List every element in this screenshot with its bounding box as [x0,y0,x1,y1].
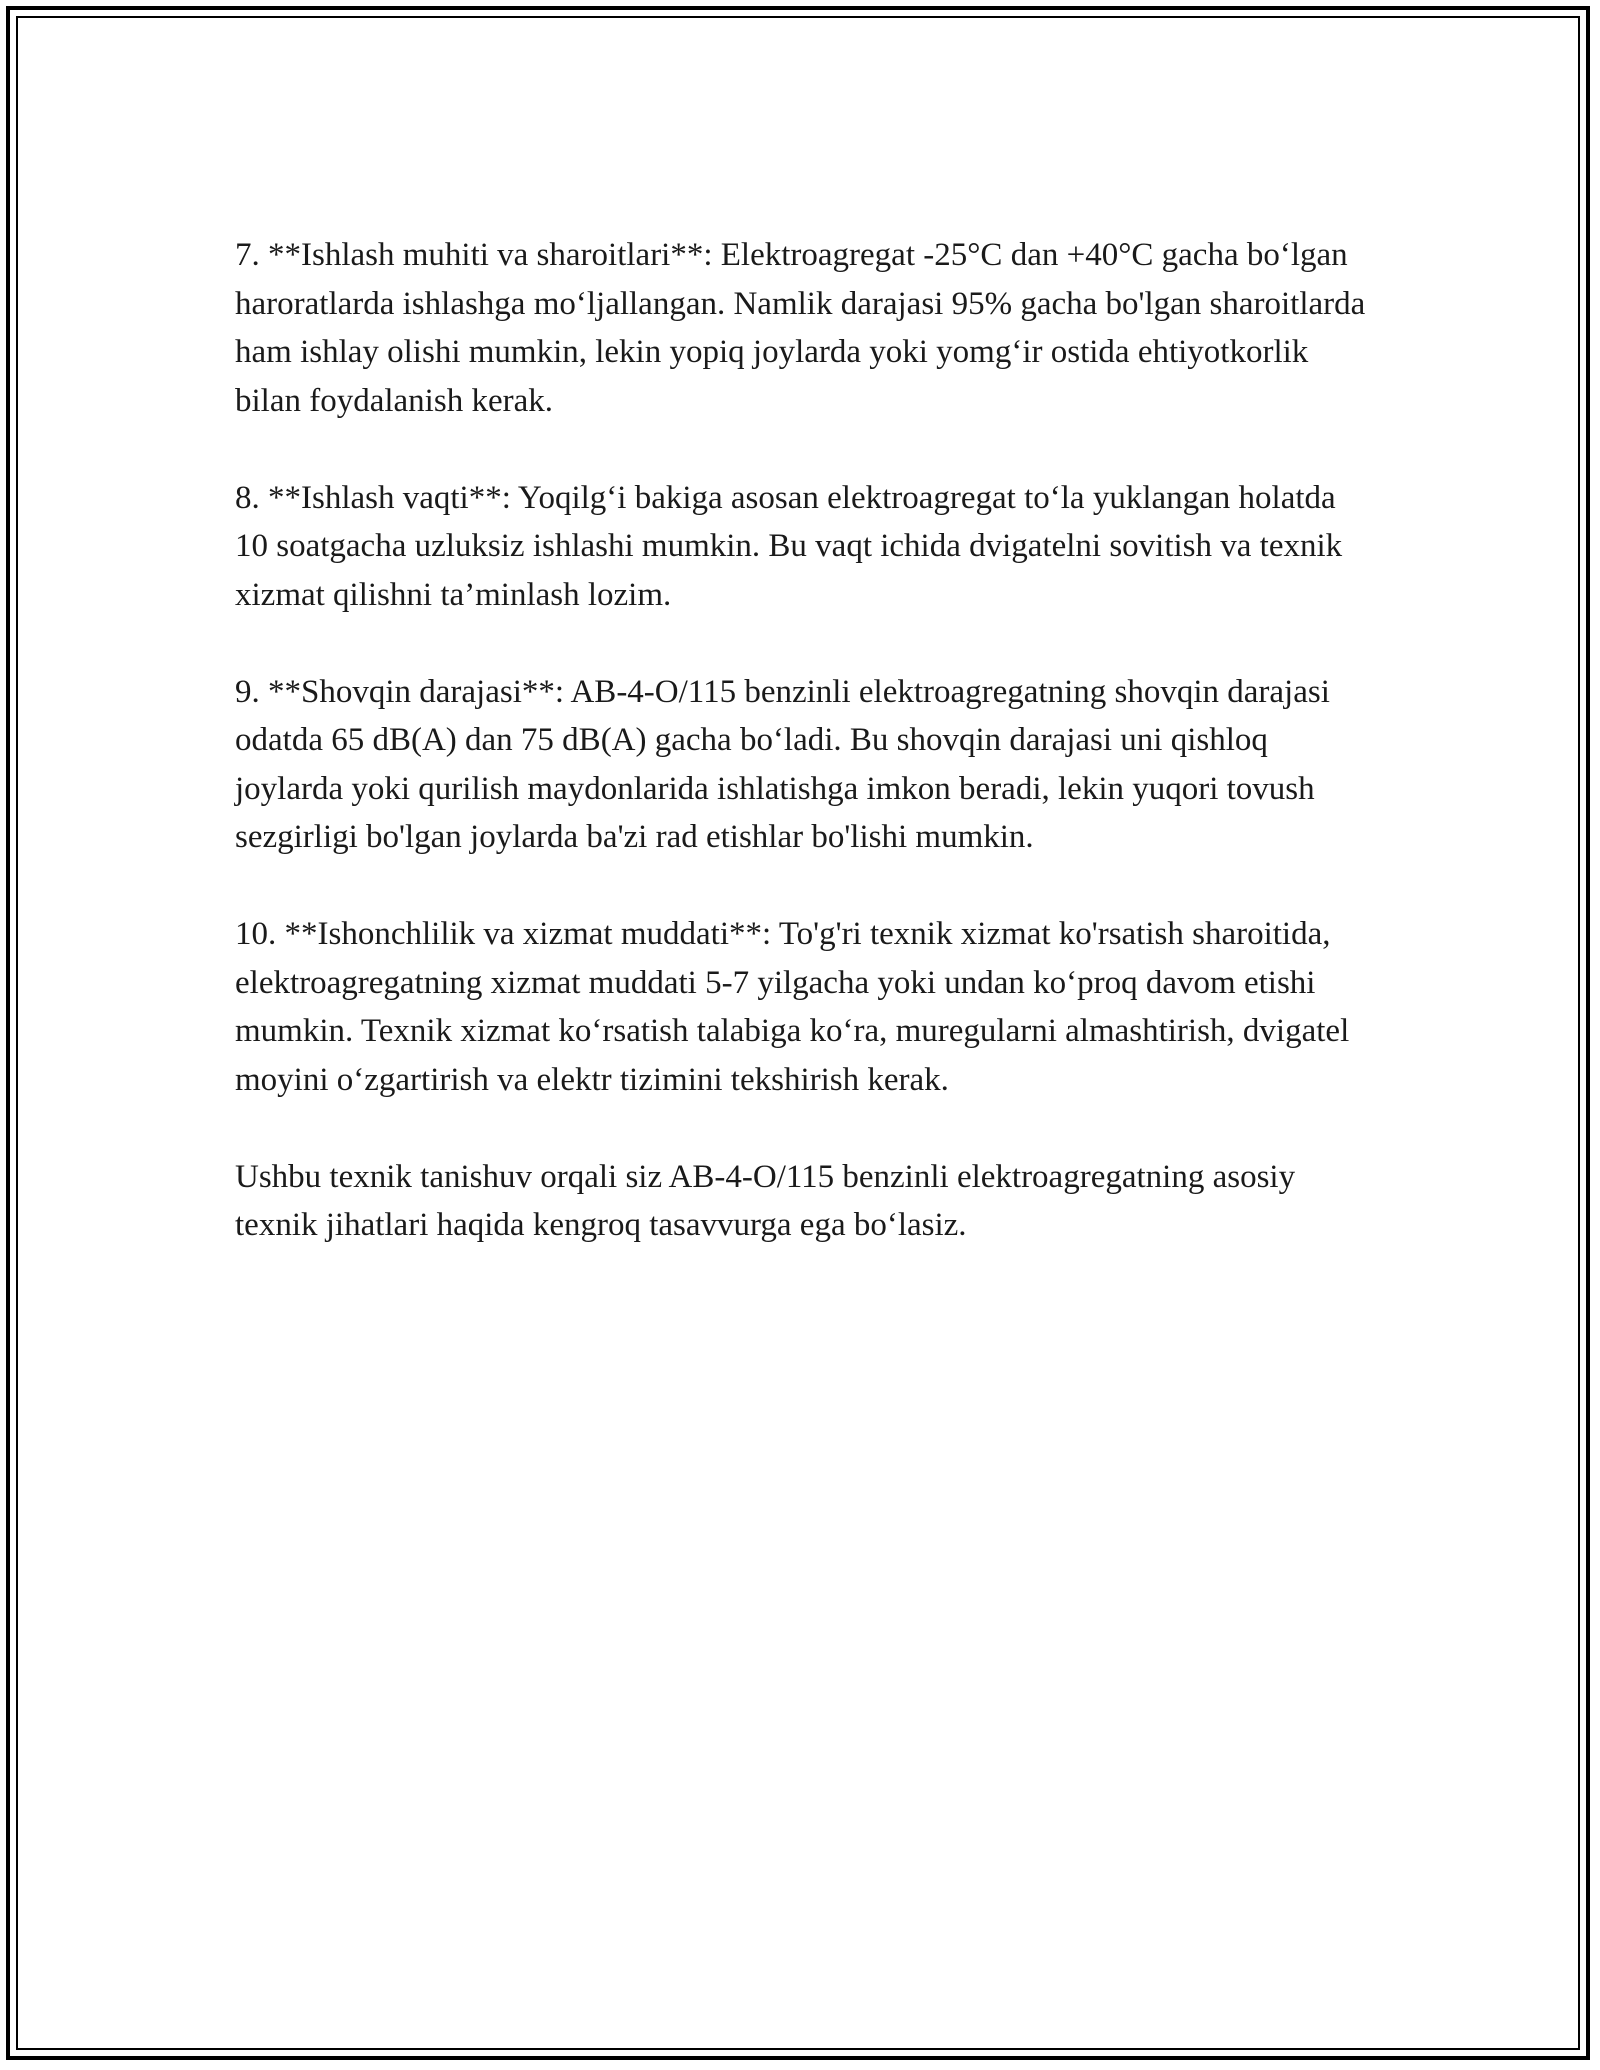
paragraph-working-conditions: 7. **Ishlash muhiti va sharoitlari**: Elektroagregat -25°C dan +40°C gacha bo‘lgan haroratlarda ishlashga mo‘ljallangan. Namlik darajasi 95% gacha bo'lgan sharoitlarda ham ishlay olishi mumkin, lekin yopiq joylarda yoki yomg‘ir ostida ehtiyotkorlik bilan foydalanish kerak. [235,237,1366,419]
paragraph-operating-time: 8. **Ishlash vaqti**: Yoqilg‘i bakiga asosan elektroagregat to‘la yuklangan holatda 10 soatgacha uzluksiz ishlashi mumkin. Bu vaqt ichida dvigatelni sovitish va texnik xizmat qilishni ta’minlash lozim. [235,479,1343,613]
document-body [235,231,1375,1298]
paragraph-reliability: 10. **Ishonchlilik va xizmat muddati**: To'g'ri texnik xizmat ko'rsatish sharoitida, elektroagregatning xizmat muddati 5-7 yilgacha yoki undan ko‘proq davom etishi mumkin. Texnik xizmat ko‘rsatish talabiga ko‘ra, muregularni almashtirish, dvigatel moyini o‘zgartirish va elektr tizimini tekshirish kerak. [235,916,1350,1098]
paragraph-conclusion: Ushbu texnik tanishuv orqali siz AB-4-O/115 benzinli elektroagregatning asosiy texnik jihatlari haqida kengroq tasavvurga ega bo‘lasiz. [235,1158,1296,1243]
paragraph-noise-level: 9. **Shovqin darajasi**: AB-4-O/115 benzinli elektroagregatning shovqin darajasi odatda 65 dB(A) dan 75 dB(A) gacha bo‘ladi. Bu shovqin darajasi uni qishloq joylarda yoki qurilish maydonlarida ishlatishga imkon beradi, lekin yuqori tovush sezgirligi bo'lgan joylarda ba'zi rad etishlar bo'lishi mumkin. [235,673,1330,855]
